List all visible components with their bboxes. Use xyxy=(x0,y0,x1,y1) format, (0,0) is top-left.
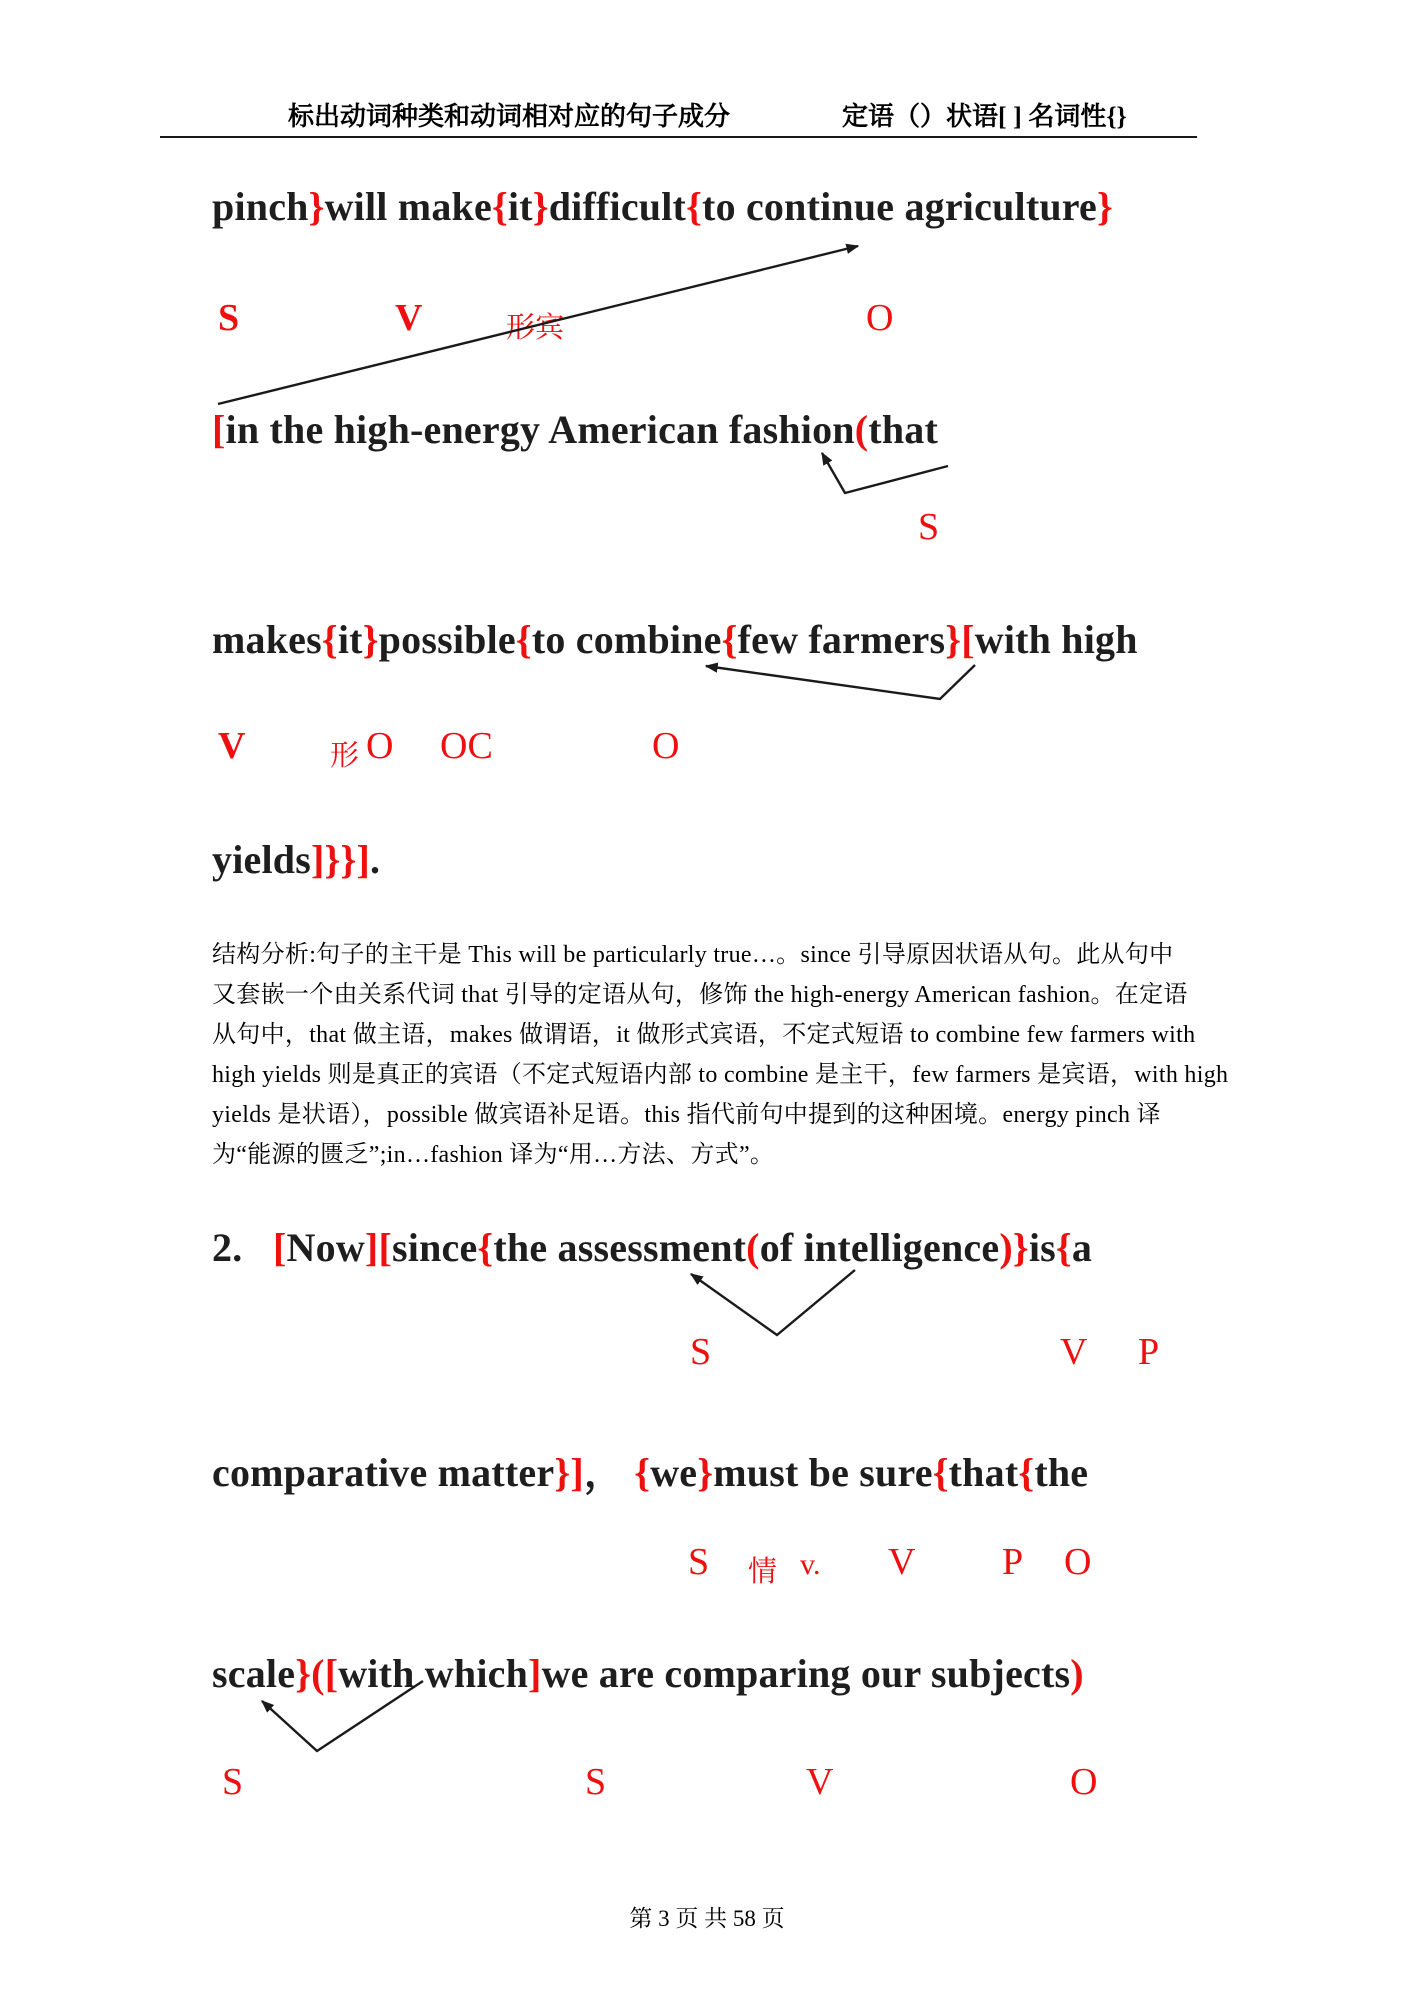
text-segment: { xyxy=(515,617,532,662)
text-segment: ， xyxy=(583,1450,625,1495)
grammar-label: OC xyxy=(440,725,493,767)
grammar-label: V xyxy=(888,1541,916,1583)
sentence-line-1 xyxy=(212,183,1113,230)
grammar-label: S xyxy=(585,1761,607,1803)
text-segment: possible xyxy=(378,617,516,662)
text-segment: we xyxy=(650,1450,698,1495)
text-segment: ) xyxy=(1070,1651,1084,1696)
text-segment: makes xyxy=(212,617,322,662)
text-segment: it xyxy=(337,617,363,662)
text-segment: to continue agriculture xyxy=(702,184,1097,229)
text-segment: [ xyxy=(324,1651,339,1696)
text-segment: } xyxy=(697,1450,714,1495)
text-segment xyxy=(242,1225,273,1270)
text-segment: ) xyxy=(999,1225,1013,1270)
grammar-label: P xyxy=(1002,1541,1024,1583)
text-segment: that xyxy=(948,1450,1019,1495)
text-segment: since xyxy=(391,1225,478,1270)
text-segment: will make xyxy=(324,184,492,229)
grammar-label: O xyxy=(366,725,394,767)
analysis-line-4: high yields 则是真正的宾语（不定式短语内部 to combine 是主干，few farmers 是宾语，with high xyxy=(212,1062,1229,1088)
text-segment: in the high-energy American fashion xyxy=(225,407,855,452)
text-segment: } xyxy=(554,1450,571,1495)
text-segment: ] xyxy=(364,1225,379,1270)
text-segment: must be sure xyxy=(713,1450,933,1495)
text-segment: [ xyxy=(273,1225,287,1270)
text-segment: pinch xyxy=(212,184,309,229)
text-segment: { xyxy=(686,184,703,229)
analysis-line-6: 为“能源的匮乏”;in…fashion 译为“用…方法、方式”。 xyxy=(212,1142,775,1168)
annotation-arrow-combine xyxy=(706,665,975,699)
text-segment: { xyxy=(1055,1225,1072,1270)
text-segment: Now xyxy=(286,1225,365,1270)
footer-page-number: 第 3 页 共 58 页 xyxy=(629,1906,785,1931)
grammar-row-2 xyxy=(0,724,1414,776)
text-segment: to combine xyxy=(531,617,722,662)
grammar-label: V xyxy=(1060,1331,1088,1373)
text-segment: ( xyxy=(746,1225,760,1270)
grammar-label: 情 xyxy=(748,1556,778,1588)
grammar-row-clause-subject xyxy=(0,505,1414,557)
text-segment: few farmers xyxy=(737,617,946,662)
text-segment: the xyxy=(1034,1450,1089,1495)
grammar-row-1 xyxy=(0,296,1414,348)
text-segment: comparative matter xyxy=(212,1450,555,1495)
text-segment: } xyxy=(308,184,325,229)
grammar-label: V xyxy=(806,1761,834,1803)
grammar-label: S xyxy=(688,1541,710,1583)
text-segment: { xyxy=(721,617,738,662)
sentence-line-2 xyxy=(212,406,938,453)
header-legend: 定语（）状语[ ] 名词性{} xyxy=(842,102,1127,131)
text-segment: { xyxy=(477,1225,494,1270)
text-segment: } xyxy=(532,184,549,229)
grammar-label: S xyxy=(918,506,940,548)
text-segment: ] xyxy=(528,1651,542,1696)
text-segment: [ xyxy=(212,407,226,452)
text-segment: [ xyxy=(378,1225,392,1270)
text-segment: a xyxy=(1071,1225,1093,1270)
analysis-line-3: 从句中，that 做主语，makes 做谓语，it 做形式宾语，不定式短语 to combine few farmers with xyxy=(212,1022,1196,1048)
sentence-line-5 xyxy=(212,1224,1092,1271)
text-segment: is xyxy=(1028,1225,1056,1270)
sentence-line-7 xyxy=(212,1650,1084,1697)
text-segment: scale xyxy=(212,1651,296,1696)
text-segment: ]}}] xyxy=(311,837,370,882)
text-segment: yields xyxy=(212,837,311,882)
grammar-label: 形 xyxy=(330,740,360,772)
text-segment: that xyxy=(868,407,938,452)
analysis-line-1: 结构分析:句子的主干是 This will be particularly true…。since 引导原因状语从句。此从句中 xyxy=(212,942,1174,968)
grammar-label: S xyxy=(218,297,240,339)
text-segment: ( xyxy=(854,407,869,452)
grammar-label: S xyxy=(690,1331,712,1373)
text-segment: of intelligence xyxy=(759,1225,1000,1270)
grammar-row-3 xyxy=(0,1330,1414,1382)
text-segment: { xyxy=(1018,1450,1035,1495)
grammar-label: v. xyxy=(800,1548,821,1581)
text-segment: { xyxy=(491,184,508,229)
grammar-label: O xyxy=(652,725,680,767)
grammar-label: O xyxy=(1064,1541,1092,1583)
text-segment: { xyxy=(634,1450,651,1495)
grammar-label: O xyxy=(866,297,894,339)
grammar-row-5 xyxy=(0,1760,1414,1812)
text-segment: with which xyxy=(338,1651,529,1696)
text-segment: } xyxy=(1012,1225,1029,1270)
grammar-label: O xyxy=(1070,1761,1098,1803)
text-segment: } xyxy=(362,617,379,662)
grammar-label: V xyxy=(395,297,423,339)
text-segment: { xyxy=(932,1450,949,1495)
text-segment: it xyxy=(507,184,533,229)
text-segment: we are comparing our subjects xyxy=(541,1651,1071,1696)
grammar-row-4 xyxy=(0,1540,1414,1592)
sentence-line-6 xyxy=(212,1441,1088,1498)
analysis-line-2: 又套嵌一个由关系代词 that 引导的定语从句，修饰 the high-energy American fashion。在定语 xyxy=(212,982,1188,1008)
text-segment: } xyxy=(1096,184,1113,229)
sentence-line-4 xyxy=(212,836,380,883)
text-segment: [ xyxy=(961,617,975,662)
grammar-label: V xyxy=(218,725,246,767)
text-segment: difficult xyxy=(548,184,687,229)
grammar-label: P xyxy=(1138,1331,1160,1373)
header-title: 标出动词种类和动词相对应的句子成分 xyxy=(288,102,731,131)
text-segment: ( xyxy=(311,1651,325,1696)
text-segment: 2. xyxy=(212,1225,243,1270)
grammar-label: 形宾 xyxy=(506,312,565,344)
text-segment: { xyxy=(321,617,338,662)
analysis-line-5: yields 是状语），possible 做宾语补足语。this 指代前句中提到的这种困境。energy pinch 译 xyxy=(212,1102,1161,1128)
header-divider xyxy=(160,136,1197,138)
text-segment: } xyxy=(945,617,962,662)
annotation-arrow-that xyxy=(822,453,948,493)
sentence-line-3 xyxy=(212,616,1138,663)
text-segment: } xyxy=(295,1651,312,1696)
text-segment: ] xyxy=(570,1450,584,1495)
text-segment: . xyxy=(369,837,381,882)
text-segment: the assessment xyxy=(493,1225,747,1270)
annotation-arrow-assessment xyxy=(691,1270,855,1335)
grammar-label: S xyxy=(222,1761,244,1803)
text-segment: with high xyxy=(974,617,1138,662)
text-segment xyxy=(624,1450,634,1495)
